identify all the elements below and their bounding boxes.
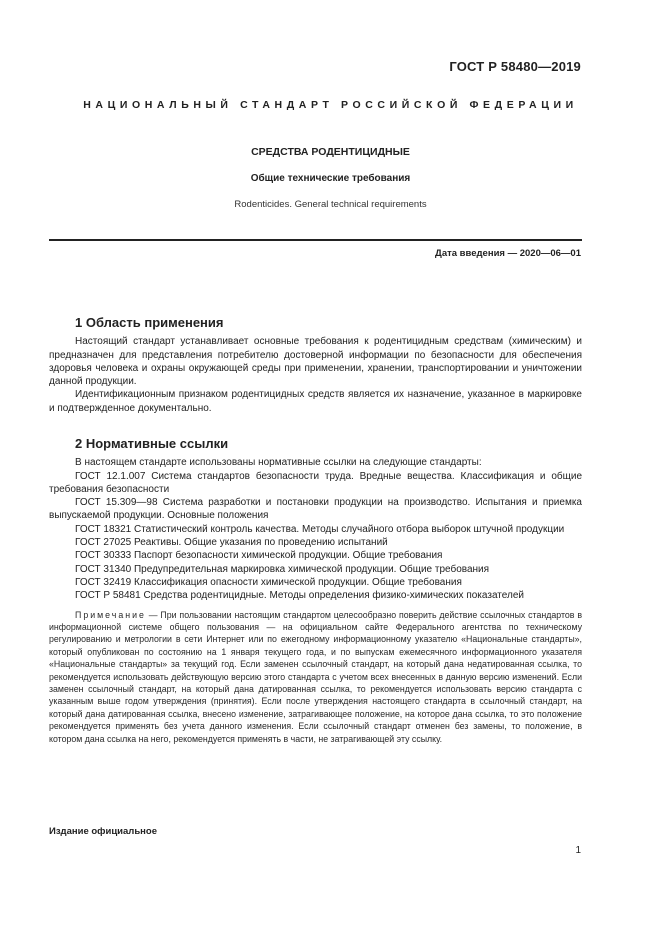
reference-item: ГОСТ 30333 Паспорт безопасности химической продукции. Общие требования <box>75 550 443 562</box>
reference-item: ГОСТ 27025 Реактивы. Общие указания по проведению испытаний <box>75 537 388 549</box>
document-code: ГОСТ Р 58480—2019 <box>449 59 581 74</box>
document-title-english: Rodenticides. General technical requirements <box>234 199 427 210</box>
reference-item: ГОСТ 18321 Статистический контроль качества. Методы случайного отбора выборок штучной продукции <box>75 523 565 535</box>
section-heading: 2 Нормативные ссылки <box>75 436 229 451</box>
section-normative-references <box>49 437 582 745</box>
standard-title: НАЦИОНАЛЬНЫЙ СТАНДАРТ РОССИЙСКОЙ ФЕДЕРАЦИИ <box>83 99 578 111</box>
note-label: Примечание <box>75 609 146 620</box>
reference-item: ГОСТ 12.1.007 Система стандартов безопасности труда. Вредные вещества. Классификация и общие требования безопасности <box>49 470 582 495</box>
reference-item: ГОСТ 32419 Классификация опасности химической продукции. Общие требования <box>75 576 462 588</box>
paragraph: В настоящем стандарте использованы нормативные ссылки на следующие стандарты: <box>75 457 482 469</box>
section-heading: 1 Область применения <box>75 315 224 330</box>
reference-item: ГОСТ Р 58481 Средства родентицидные. Методы определения физико-химических показателей <box>75 590 524 602</box>
note-text: — При пользовании настоящим стандартом целесообразно поверить действие ссылочных стандартов в информационной системе общего пользования — на официальном сайте Федерального агентства по техническому регулированию и метрологии в сети Интернет или по ежегодному информационному указателю «Национальные стандарты», который опубликован по состоянию на 1 января текущего года, и по выпускам ежемесячного информационного указателя «Национальные стандарты» за текущий год. Если заменен ссылочный стандарт, на который дана недатированная ссылка, то рекомендуется использовать действующую версию этого стандарта с учетом всех внесенных в данную версию изменений. Если заменен ссылочный стандарт, на который дана датированная ссылка, то рекомендуется использовать версию стандарта с указанным выше годом утверждения (принятия). Если после утверждения настоящего стандарта в ссылочный стандарт, на который дана датированная ссылка, внесено изменение, затрагивающее положение, на которое дана ссылка, то это положение рекомендуется применять без учета данного изменения. Если ссылочный стандарт отменен без замены, то положение, в котором дана ссылка на него, рекомендуется применять в части, не затрагивающей эту ссылку. <box>49 609 582 744</box>
document-subtitle: Общие технические требования <box>250 173 411 184</box>
reference-item: ГОСТ 15.309—98 Система разработки и постановки продукции на производство. Испытания и приемка выпускаемой продукции. Основные положения <box>49 497 582 522</box>
introduction-date: Дата введения — 2020—06—01 <box>435 248 581 259</box>
title-divider <box>49 239 582 241</box>
paragraph: Настоящий стандарт устанавливает основные требования к родентицидным средствам (химическим) и предназначен для представления потребителю достоверной информации по безопасности для обеспечения здоровья человека и охраны окружающей среды при применении, хранении, транспортировании и уничтожении данной продукции. <box>49 336 582 388</box>
section-scope <box>49 316 582 415</box>
page-number: 1 <box>575 845 581 856</box>
note <box>49 609 582 745</box>
edition-label: Издание официальное <box>49 826 157 837</box>
document-title: СРЕДСТВА РОДЕНТИЦИДНЫЕ <box>251 146 410 158</box>
reference-item: ГОСТ 31340 Предупредительная маркировка химической продукции. Общие требования <box>75 563 490 575</box>
paragraph: Идентификационным признаком родентицидных средств является их назначение, указанное в маркировке и подтвержденное документально. <box>49 389 582 414</box>
